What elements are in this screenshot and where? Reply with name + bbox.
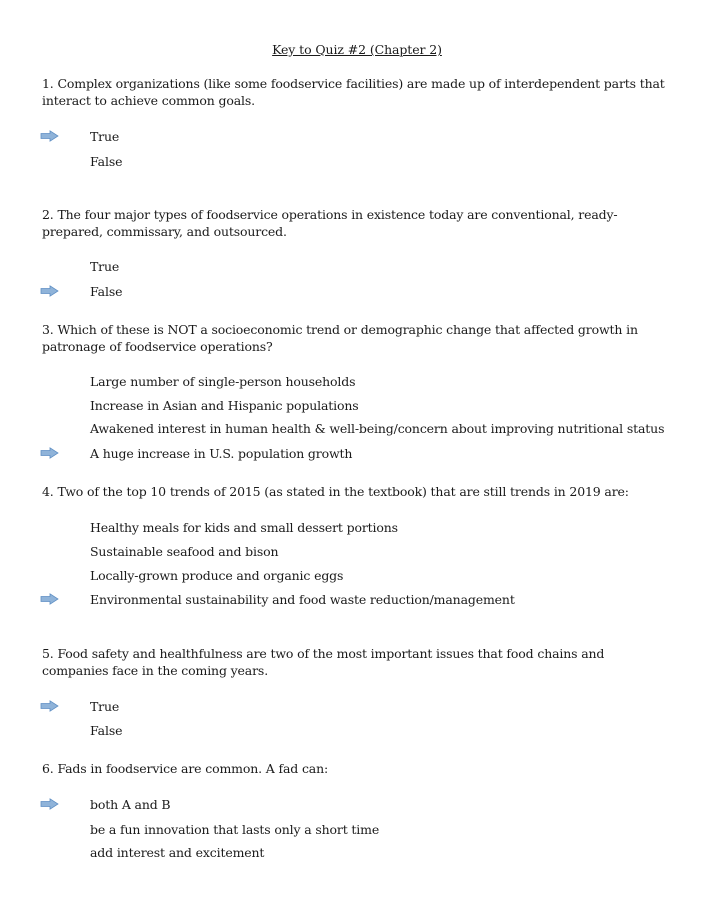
question-6-option-c: add interest and excitement: [90, 845, 265, 860]
right-arrow-icon: [40, 593, 59, 605]
right-arrow-icon: [40, 285, 59, 297]
question-5-text: 5. Food safety and healthfulness are two of the most important issues that food chains and companies face in the coming years.: [42, 646, 605, 678]
question-4-text: 4. Two of the top 10 trends of 2015 (as stated in the textbook) that are still trends in 2019 are:: [42, 484, 629, 499]
question-5-option-true: True: [90, 699, 120, 714]
question-4-option-c: Locally-grown produce and organic eggs: [90, 568, 344, 583]
question-4-option-d: Environmental sustainability and food waste reduction/management: [90, 592, 515, 607]
question-6-option-b: be a fun innovation that lasts only a short time: [90, 822, 380, 837]
question-3-text: 3. Which of these is NOT a socioeconomic trend or demographic change that affected growth in patronage of foodservice operations?: [42, 322, 638, 354]
question-3-option-c: Awakened interest in human health & well-being/concern about improving nutritional status: [90, 421, 665, 436]
right-arrow-icon: [40, 798, 59, 810]
right-arrow-icon: [40, 700, 59, 712]
question-3-option-d: A huge increase in U.S. population growth: [90, 446, 353, 461]
right-arrow-icon: [40, 447, 59, 459]
question-4-option-b: Sustainable seafood and bison: [90, 544, 279, 559]
right-arrow-icon: [40, 130, 59, 142]
question-2-option-false: False: [90, 284, 123, 299]
question-1-option-false: False: [90, 154, 123, 169]
question-6-text: 6. Fads in foodservice are common. A fad can:: [42, 761, 329, 776]
question-2-text: 2. The four major types of foodservice operations in existence today are conventional, ready-prepared, commissary, and outsourced.: [42, 207, 618, 239]
question-4-option-a: Healthy meals for kids and small dessert portions: [90, 520, 398, 535]
document-title: Key to Quiz #2 (Chapter 2): [272, 42, 442, 57]
question-6-option-a: both A and B: [90, 797, 171, 812]
question-1-text: 1. Complex organizations (like some foodservice facilities) are made up of interdependent parts that interact to achieve common goals.: [42, 76, 665, 108]
question-2-option-true: True: [90, 259, 120, 274]
question-1-option-true: True: [90, 129, 120, 144]
question-3-option-a: Large number of single-person households: [90, 374, 356, 389]
question-5-option-false: False: [90, 723, 123, 738]
question-3-option-b: Increase in Asian and Hispanic populations: [90, 398, 359, 413]
